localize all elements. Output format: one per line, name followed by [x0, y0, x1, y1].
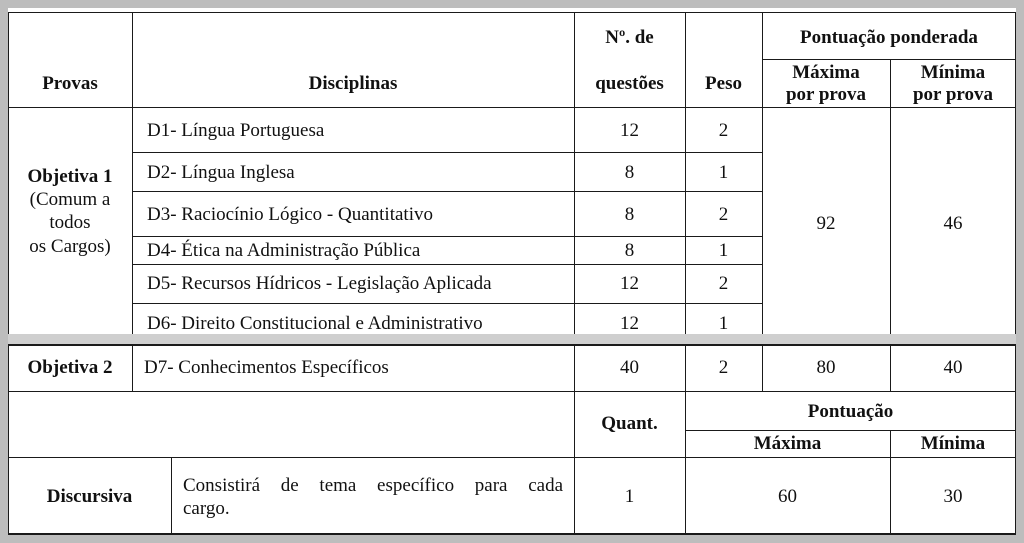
questoes-d3: 8 [624, 204, 635, 225]
header-maxima-line2: por prova [785, 84, 867, 105]
peso-d4: 1 [718, 240, 729, 261]
header-quant: Quant. [601, 413, 658, 434]
peso-d7: 2 [718, 357, 729, 378]
discursiva-quant: 1 [624, 486, 635, 507]
peso-d1: 2 [718, 120, 729, 141]
table-border-bottom [8, 533, 1016, 535]
header-num-questoes-line2: questões [595, 73, 664, 94]
col-divider [132, 344, 133, 391]
peso-d2: 1 [718, 162, 729, 183]
header-maxima-line1: Máxima [792, 62, 860, 83]
disciplina-d2: D2- Língua Inglesa [147, 162, 295, 183]
col-divider [171, 457, 172, 535]
objetiva1-subtitle-line3: os Cargos) [29, 236, 111, 257]
row-divider [685, 430, 1016, 431]
questoes-d4: 8 [624, 240, 635, 261]
header-disciplinas: Disciplinas [308, 73, 398, 94]
header-num-questoes-line1: Nº. de [605, 27, 654, 48]
table-border-right [1015, 12, 1016, 334]
header-pontuacao: Pontuação [807, 401, 894, 422]
objetiva2-title: Objetiva 2 [27, 357, 113, 378]
objetiva2-maxima: 80 [816, 357, 836, 378]
row-divider [132, 152, 762, 153]
objetiva1-maxima: 92 [816, 213, 836, 234]
header-provas: Provas [42, 73, 98, 94]
questoes-d5: 12 [620, 273, 639, 294]
section-gap [8, 334, 1016, 344]
row-divider [8, 344, 1016, 346]
questoes-d7: 40 [620, 357, 639, 378]
discursiva-maxima: 60 [778, 486, 797, 507]
discursiva-title: Discursiva [46, 486, 133, 507]
objetiva1-minima: 46 [943, 213, 963, 234]
objetiva1-subtitle-line1: (Comum a [29, 189, 111, 210]
objetiva1-title: Objetiva 1 [27, 166, 113, 187]
row-divider [132, 264, 762, 265]
disciplina-d4: D4- Ética na Administração Pública [147, 240, 421, 261]
col-divider [762, 12, 763, 334]
questoes-d2: 8 [624, 162, 635, 183]
row-divider [8, 391, 1016, 392]
disciplina-d5: D5- Recursos Hídricos - Legislação Aplicada [147, 273, 492, 294]
header-minima-line2: por prova [912, 84, 994, 105]
row-divider [132, 191, 762, 192]
row-divider [762, 59, 1016, 60]
discursiva-minima: 30 [943, 486, 963, 507]
disciplina-d3: D3- Raciocínio Lógico - Quantitativo [147, 204, 433, 225]
objetiva1-subtitle-line2: todos [49, 212, 91, 233]
col-divider [132, 12, 133, 334]
discursiva-descricao-line2: cargo. [183, 498, 230, 519]
row-divider [8, 107, 1016, 108]
header-minima-line1: Mínima [920, 62, 986, 83]
table-border-top [8, 12, 1016, 13]
disciplina-d1: D1- Língua Portuguesa [147, 120, 325, 141]
questoes-d6: 12 [620, 313, 639, 334]
header-discursiva-maxima: Máxima [753, 433, 822, 454]
disciplina-d6: D6- Direito Constitucional e Administrativo [147, 313, 483, 334]
header-pontuacao-ponderada: Pontuação ponderada [800, 27, 978, 48]
peso-d6: 1 [718, 313, 729, 334]
disciplina-d7: D7- Conhecimentos Específicos [144, 357, 389, 378]
peso-d3: 2 [718, 204, 729, 225]
header-discursiva-minima: Mínima [920, 433, 986, 454]
exam-table [8, 8, 1016, 535]
questoes-d1: 12 [620, 120, 639, 141]
row-divider [132, 236, 762, 237]
discursiva-descricao-line1: Consistirá de tema específico para cada [183, 475, 563, 496]
peso-d5: 2 [718, 273, 729, 294]
header-peso: Peso [705, 73, 742, 94]
row-divider [132, 303, 762, 304]
row-divider [8, 457, 1016, 458]
objetiva2-minima: 40 [943, 357, 963, 378]
